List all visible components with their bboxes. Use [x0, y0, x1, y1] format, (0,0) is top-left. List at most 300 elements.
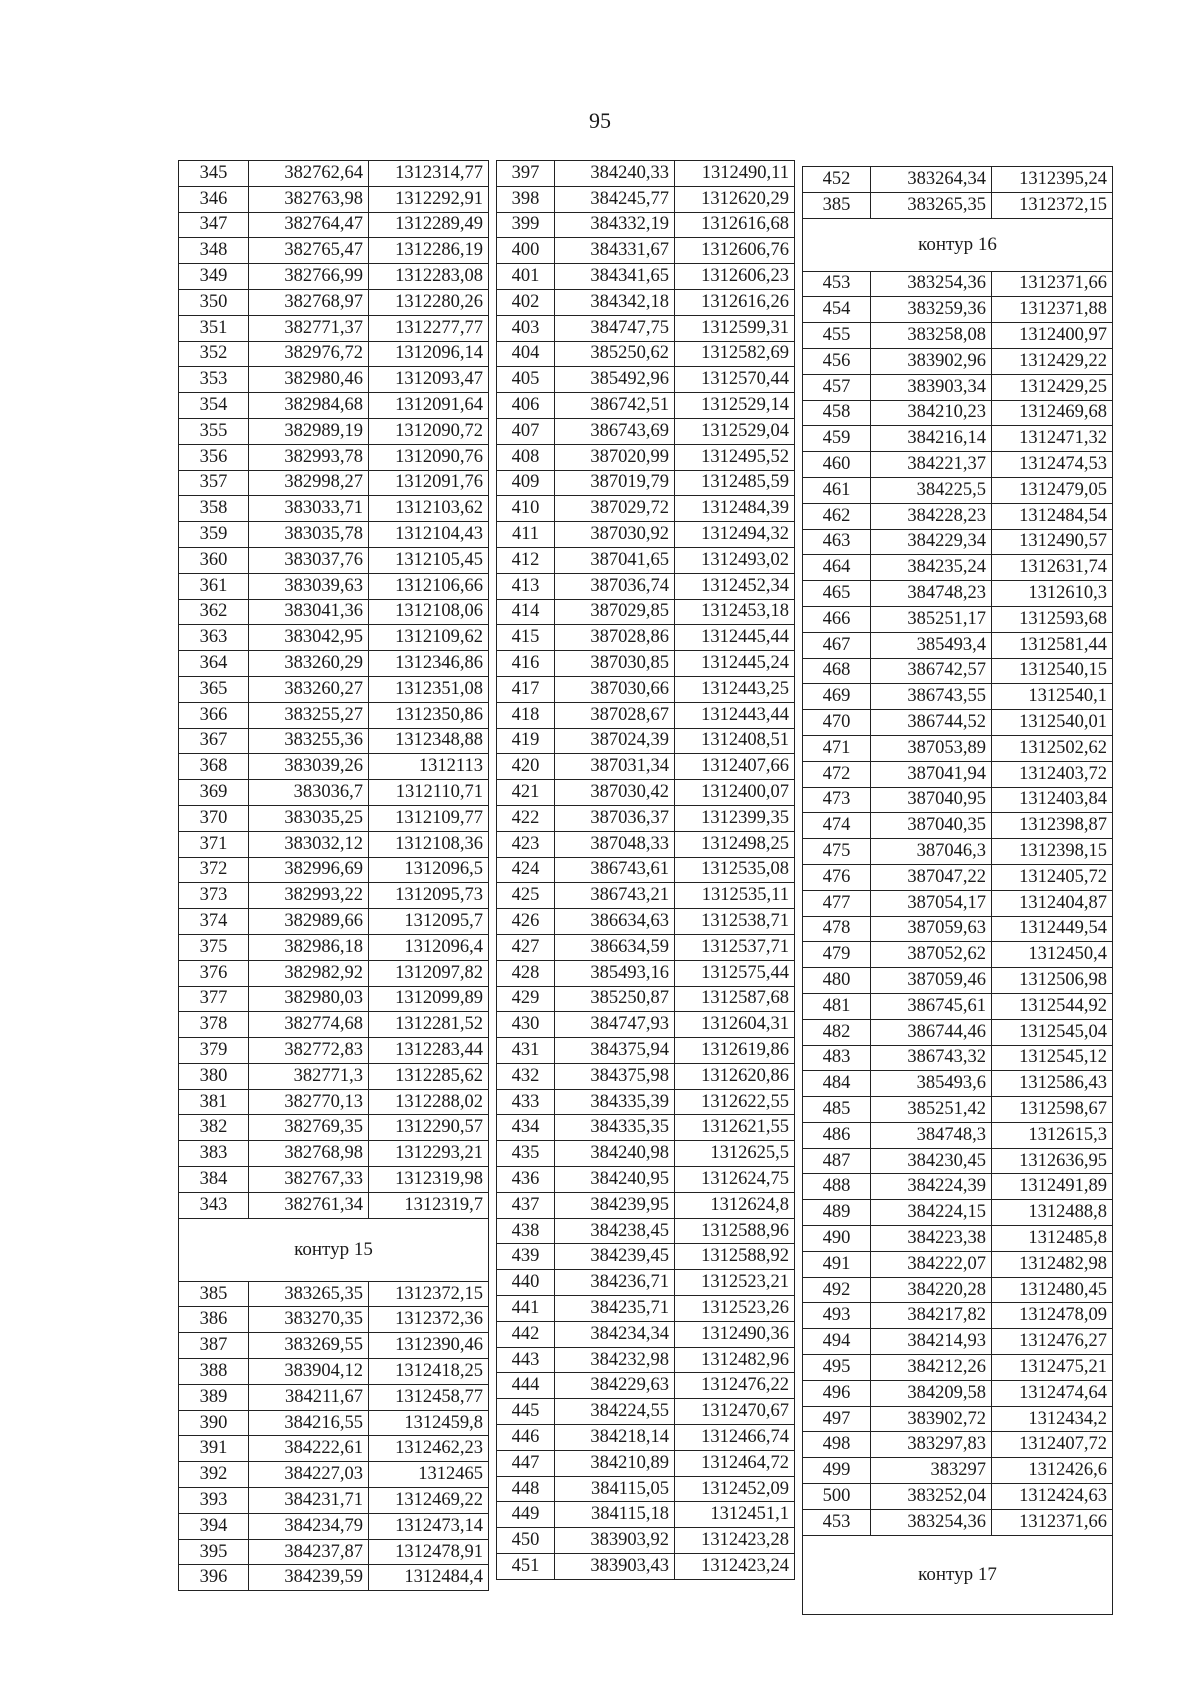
- point-number: 374: [179, 909, 249, 935]
- point-number: 490: [803, 1226, 871, 1252]
- coordinate-x: 384209,58: [871, 1380, 992, 1406]
- coordinate-y: 1312620,29: [675, 186, 795, 212]
- table-row: [497, 1038, 795, 1064]
- coordinate-x: 384234,34: [555, 1321, 675, 1347]
- contour-heading-row: [803, 218, 1113, 271]
- table-row: [803, 968, 1113, 994]
- contour-heading: контур 17: [803, 1535, 1113, 1614]
- point-number: 343: [179, 1192, 249, 1218]
- coordinate-y: 1312471,32: [992, 426, 1113, 452]
- coordinate-x: 382774,68: [249, 1012, 369, 1038]
- coordinate-x: 384236,71: [555, 1270, 675, 1296]
- coordinate-y: 1312606,76: [675, 238, 795, 264]
- coordinate-x: 382764,47: [249, 212, 369, 238]
- point-number: 494: [803, 1329, 871, 1355]
- coordinate-y: 1312450,4: [992, 942, 1113, 968]
- coordinate-x: 382769,35: [249, 1115, 369, 1141]
- coordinates-table: [496, 160, 795, 1580]
- coordinate-y: 1312459,8: [369, 1410, 489, 1436]
- coordinate-x: 384747,93: [555, 1012, 675, 1038]
- table-row: [497, 780, 795, 806]
- coordinate-y: 1312474,64: [992, 1380, 1113, 1406]
- coordinate-y: 1312484,39: [675, 496, 795, 522]
- table-row: [803, 813, 1113, 839]
- table-row: [803, 916, 1113, 942]
- point-number: 399: [497, 212, 555, 238]
- table-row: [803, 839, 1113, 865]
- point-number: 384: [179, 1167, 249, 1193]
- coordinate-x: 383270,35: [249, 1307, 369, 1333]
- coordinate-y: 1312090,72: [369, 418, 489, 444]
- point-number: 420: [497, 754, 555, 780]
- coordinate-x: 383265,35: [249, 1281, 369, 1307]
- coordinate-y: 1312493,02: [675, 547, 795, 573]
- coordinate-x: 382976,72: [249, 341, 369, 367]
- coordinate-x: 385251,17: [871, 606, 992, 632]
- coordinate-x: 384229,63: [555, 1373, 675, 1399]
- point-number: 412: [497, 547, 555, 573]
- point-number: 425: [497, 883, 555, 909]
- coordinate-y: 1312529,14: [675, 393, 795, 419]
- table-row: [803, 348, 1113, 374]
- table-row: [497, 1063, 795, 1089]
- coordinate-x: 382762,64: [249, 161, 369, 187]
- coordinate-x: 382772,83: [249, 1038, 369, 1064]
- coordinate-y: 1312314,77: [369, 161, 489, 187]
- table-row: [803, 1045, 1113, 1071]
- table-row: [179, 1333, 489, 1359]
- table-row: [179, 1488, 489, 1514]
- table-row: [497, 1347, 795, 1373]
- point-number: 349: [179, 264, 249, 290]
- table-row: [179, 1167, 489, 1193]
- coordinate-x: 383039,26: [249, 754, 369, 780]
- coordinate-x: 386744,46: [871, 1019, 992, 1045]
- table-row: [179, 1115, 489, 1141]
- table-row: [179, 1141, 489, 1167]
- point-number: 427: [497, 934, 555, 960]
- coordinate-x: 382998,27: [249, 470, 369, 496]
- point-number: 464: [803, 555, 871, 581]
- coordinate-x: 386743,61: [555, 857, 675, 883]
- table-row: [497, 960, 795, 986]
- point-number: 500: [803, 1484, 871, 1510]
- coordinate-y: 1312469,68: [992, 400, 1113, 426]
- point-number: 466: [803, 606, 871, 632]
- coordinate-x: 386634,63: [555, 909, 675, 935]
- coordinate-y: 1312371,88: [992, 297, 1113, 323]
- coordinate-y: 1312498,25: [675, 831, 795, 857]
- coordinate-x: 384235,24: [871, 555, 992, 581]
- table-row: [179, 934, 489, 960]
- table-row: [179, 1089, 489, 1115]
- coordinate-y: 1312474,53: [992, 452, 1113, 478]
- coordinate-y: 1312096,4: [369, 934, 489, 960]
- table-row: [179, 186, 489, 212]
- point-number: 403: [497, 315, 555, 341]
- coordinate-x: 387028,86: [555, 625, 675, 651]
- point-number: 416: [497, 651, 555, 677]
- table-row: [803, 452, 1113, 478]
- coordinate-x: 383269,55: [249, 1333, 369, 1359]
- table-row: [803, 1406, 1113, 1432]
- point-number: 461: [803, 477, 871, 503]
- point-number: 364: [179, 651, 249, 677]
- table-row: [803, 1122, 1113, 1148]
- table-row: [179, 470, 489, 496]
- coordinate-x: 384748,3: [871, 1122, 992, 1148]
- coordinate-x: 384229,34: [871, 529, 992, 555]
- table-row: [497, 1244, 795, 1270]
- table-row: [803, 529, 1113, 555]
- table-row: [497, 444, 795, 470]
- coordinate-y: 1312540,01: [992, 710, 1113, 736]
- point-number: 355: [179, 418, 249, 444]
- coordinate-y: 1312096,5: [369, 857, 489, 883]
- coordinate-x: 382771,37: [249, 315, 369, 341]
- table-row: [803, 1458, 1113, 1484]
- coordinate-x: 387031,34: [555, 754, 675, 780]
- table-row: [179, 1012, 489, 1038]
- coordinate-y: 1312631,74: [992, 555, 1113, 581]
- table-row: [179, 1436, 489, 1462]
- point-number: 380: [179, 1063, 249, 1089]
- table-row: [803, 1303, 1113, 1329]
- coordinate-x: 387024,39: [555, 728, 675, 754]
- coordinate-y: 1312404,87: [992, 890, 1113, 916]
- coordinate-x: 384235,71: [555, 1296, 675, 1322]
- table-row: [497, 238, 795, 264]
- point-number: 442: [497, 1321, 555, 1347]
- coordinate-y: 1312418,25: [369, 1359, 489, 1385]
- point-number: 404: [497, 341, 555, 367]
- coordinate-x: 387047,22: [871, 864, 992, 890]
- table-row: [497, 212, 795, 238]
- coordinate-y: 1312598,67: [992, 1097, 1113, 1123]
- point-number: 424: [497, 857, 555, 883]
- coordinate-y: 1312400,07: [675, 780, 795, 806]
- point-number: 481: [803, 993, 871, 1019]
- table-row: [803, 400, 1113, 426]
- table-row: [803, 1509, 1113, 1535]
- point-number: 480: [803, 968, 871, 994]
- coordinate-x: 387019,79: [555, 470, 675, 496]
- coordinate-y: 1312490,57: [992, 529, 1113, 555]
- coordinate-x: 383036,7: [249, 780, 369, 806]
- table-row: [497, 186, 795, 212]
- point-number: 401: [497, 264, 555, 290]
- point-number: 373: [179, 883, 249, 909]
- coordinate-x: 384216,14: [871, 426, 992, 452]
- coordinate-x: 383035,78: [249, 522, 369, 548]
- coordinate-y: 1312095,73: [369, 883, 489, 909]
- coordinate-x: 387036,37: [555, 805, 675, 831]
- point-number: 361: [179, 573, 249, 599]
- point-number: 402: [497, 289, 555, 315]
- table-row: [803, 1019, 1113, 1045]
- coordinate-y: 1312624,75: [675, 1167, 795, 1193]
- point-number: 359: [179, 522, 249, 548]
- coordinate-x: 382993,78: [249, 444, 369, 470]
- coordinate-y: 1312470,67: [675, 1399, 795, 1425]
- point-number: 367: [179, 728, 249, 754]
- coordinate-x: 384224,15: [871, 1200, 992, 1226]
- coordinate-y: 1312429,22: [992, 348, 1113, 374]
- table-row: [803, 1148, 1113, 1174]
- point-number: 353: [179, 367, 249, 393]
- point-number: 486: [803, 1122, 871, 1148]
- coordinate-x: 384212,26: [871, 1355, 992, 1381]
- coordinate-y: 1312469,22: [369, 1488, 489, 1514]
- coordinates-table: [802, 166, 1113, 1615]
- coordinate-x: 386744,52: [871, 710, 992, 736]
- table-row: [497, 418, 795, 444]
- coordinate-y: 1312476,27: [992, 1329, 1113, 1355]
- point-number: 388: [179, 1359, 249, 1385]
- point-number: 383: [179, 1141, 249, 1167]
- point-number: 492: [803, 1277, 871, 1303]
- table-row: [497, 470, 795, 496]
- table-row: [803, 374, 1113, 400]
- coordinate-x: 383260,29: [249, 651, 369, 677]
- coordinate-x: 384222,07: [871, 1251, 992, 1277]
- table-row: [803, 684, 1113, 710]
- point-number: 400: [497, 238, 555, 264]
- point-number: 491: [803, 1251, 871, 1277]
- coordinate-y: 1312490,11: [675, 161, 795, 187]
- coordinate-x: 384240,95: [555, 1167, 675, 1193]
- table-row: [497, 599, 795, 625]
- point-number: 458: [803, 400, 871, 426]
- table-row: [803, 787, 1113, 813]
- table-row: [497, 496, 795, 522]
- coordinate-x: 387028,67: [555, 702, 675, 728]
- coordinate-x: 384224,55: [555, 1399, 675, 1425]
- coordinate-y: 1312104,43: [369, 522, 489, 548]
- coordinate-x: 382761,34: [249, 1192, 369, 1218]
- coordinate-y: 1312484,54: [992, 503, 1113, 529]
- coordinate-y: 1312286,19: [369, 238, 489, 264]
- coordinate-y: 1312599,31: [675, 315, 795, 341]
- coordinate-x: 384211,67: [249, 1384, 369, 1410]
- table-row: [803, 1226, 1113, 1252]
- point-number: 351: [179, 315, 249, 341]
- coordinate-y: 1312403,72: [992, 761, 1113, 787]
- coordinate-y: 1312445,44: [675, 625, 795, 651]
- coordinate-x: 384230,45: [871, 1148, 992, 1174]
- coordinate-y: 1312283,08: [369, 264, 489, 290]
- coordinate-y: 1312113: [369, 754, 489, 780]
- coordinate-y: 1312502,62: [992, 735, 1113, 761]
- table-row: [497, 805, 795, 831]
- coordinate-x: 387020,99: [555, 444, 675, 470]
- point-number: 465: [803, 581, 871, 607]
- point-number: 409: [497, 470, 555, 496]
- coordinate-x: 387052,62: [871, 942, 992, 968]
- point-number: 459: [803, 426, 871, 452]
- coordinate-x: 384342,18: [555, 289, 675, 315]
- coordinate-y: 1312538,71: [675, 909, 795, 935]
- coordinate-x: 387040,35: [871, 813, 992, 839]
- coordinate-x: 383041,36: [249, 599, 369, 625]
- point-number: 392: [179, 1462, 249, 1488]
- coordinate-y: 1312540,15: [992, 658, 1113, 684]
- point-number: 441: [497, 1296, 555, 1322]
- point-number: 395: [179, 1539, 249, 1565]
- coordinate-y: 1312097,82: [369, 960, 489, 986]
- table-row: [179, 315, 489, 341]
- point-number: 448: [497, 1476, 555, 1502]
- point-number: 489: [803, 1200, 871, 1226]
- table-row: [497, 1321, 795, 1347]
- coordinate-y: 1312285,62: [369, 1063, 489, 1089]
- table-row: [497, 547, 795, 573]
- point-number: 421: [497, 780, 555, 806]
- coordinate-y: 1312494,32: [675, 522, 795, 548]
- table-row: [803, 1380, 1113, 1406]
- coordinate-y: 1312099,89: [369, 986, 489, 1012]
- table-row: [497, 986, 795, 1012]
- table-row: [179, 651, 489, 677]
- coordinate-y: 1312484,4: [369, 1565, 489, 1591]
- table-row: [497, 728, 795, 754]
- table-row: [803, 658, 1113, 684]
- point-number: 456: [803, 348, 871, 374]
- coordinate-x: 387041,65: [555, 547, 675, 573]
- coordinate-y: 1312545,04: [992, 1019, 1113, 1045]
- point-number: 428: [497, 960, 555, 986]
- point-number: 370: [179, 805, 249, 831]
- table-row: [179, 1038, 489, 1064]
- point-number: 435: [497, 1141, 555, 1167]
- table-row: [179, 444, 489, 470]
- table-row: [497, 161, 795, 187]
- coordinate-x: 384221,37: [871, 452, 992, 478]
- table-row: [803, 1484, 1113, 1510]
- contour-heading-row: [179, 1218, 489, 1281]
- point-number: 439: [497, 1244, 555, 1270]
- table-row: [179, 1513, 489, 1539]
- point-number: 488: [803, 1174, 871, 1200]
- coordinate-x: 383265,35: [871, 192, 992, 218]
- table-row: [179, 496, 489, 522]
- coordinate-y: 1312545,12: [992, 1045, 1113, 1071]
- table-row: [179, 960, 489, 986]
- coordinate-y: 1312399,35: [675, 805, 795, 831]
- table-row: [497, 1373, 795, 1399]
- coordinate-x: 387030,85: [555, 651, 675, 677]
- point-number: 440: [497, 1270, 555, 1296]
- coordinate-x: 386743,69: [555, 418, 675, 444]
- table-row: [497, 883, 795, 909]
- coordinate-x: 386634,59: [555, 934, 675, 960]
- coordinate-x: 382989,66: [249, 909, 369, 935]
- coordinate-x: 383254,36: [871, 271, 992, 297]
- coordinate-x: 387053,89: [871, 735, 992, 761]
- table-row: [497, 754, 795, 780]
- coordinate-y: 1312289,49: [369, 212, 489, 238]
- table-row: [497, 934, 795, 960]
- point-number: 352: [179, 341, 249, 367]
- point-number: 386: [179, 1307, 249, 1333]
- coordinate-x: 382980,03: [249, 986, 369, 1012]
- table-row: [179, 1384, 489, 1410]
- point-number: 366: [179, 702, 249, 728]
- coordinate-x: 387059,46: [871, 968, 992, 994]
- coordinate-x: 386745,61: [871, 993, 992, 1019]
- coordinates-table-column-2: [496, 160, 794, 1580]
- point-number: 357: [179, 470, 249, 496]
- coordinate-y: 1312621,55: [675, 1115, 795, 1141]
- coordinate-y: 1312465: [369, 1462, 489, 1488]
- coordinate-y: 1312482,98: [992, 1251, 1113, 1277]
- table-row: [179, 1462, 489, 1488]
- table-row: [803, 632, 1113, 658]
- coordinate-x: 387036,74: [555, 573, 675, 599]
- coordinate-y: 1312283,44: [369, 1038, 489, 1064]
- point-number: 360: [179, 547, 249, 573]
- coordinate-y: 1312625,5: [675, 1141, 795, 1167]
- coordinate-y: 1312482,96: [675, 1347, 795, 1373]
- coordinate-y: 1312506,98: [992, 968, 1113, 994]
- table-row: [803, 993, 1113, 1019]
- coordinates-table-column-1: [178, 160, 488, 1591]
- coordinate-y: 1312407,66: [675, 754, 795, 780]
- coordinate-y: 1312408,51: [675, 728, 795, 754]
- coordinate-x: 385493,6: [871, 1071, 992, 1097]
- coordinate-x: 386743,32: [871, 1045, 992, 1071]
- point-number: 478: [803, 916, 871, 942]
- coordinate-y: 1312319,98: [369, 1167, 489, 1193]
- coordinate-x: 384245,77: [555, 186, 675, 212]
- point-number: 487: [803, 1148, 871, 1174]
- coordinate-y: 1312371,66: [992, 271, 1113, 297]
- point-number: 434: [497, 1115, 555, 1141]
- table-row: [497, 1450, 795, 1476]
- table-row: [497, 289, 795, 315]
- point-number: 451: [497, 1554, 555, 1580]
- point-number: 369: [179, 780, 249, 806]
- coordinate-y: 1312535,11: [675, 883, 795, 909]
- coordinate-x: 383297,83: [871, 1432, 992, 1458]
- coordinate-x: 384332,19: [555, 212, 675, 238]
- point-number: 418: [497, 702, 555, 728]
- table-row: [803, 864, 1113, 890]
- coordinate-x: 383255,36: [249, 728, 369, 754]
- coordinate-x: 387046,3: [871, 839, 992, 865]
- coordinate-x: 383037,76: [249, 547, 369, 573]
- point-number: 473: [803, 787, 871, 813]
- coordinate-y: 1312423,28: [675, 1528, 795, 1554]
- point-number: 431: [497, 1038, 555, 1064]
- point-number: 345: [179, 161, 249, 187]
- table-row: [497, 1141, 795, 1167]
- coordinate-x: 383033,71: [249, 496, 369, 522]
- point-number: 470: [803, 710, 871, 736]
- coordinate-x: 384238,45: [555, 1218, 675, 1244]
- coordinate-x: 385493,16: [555, 960, 675, 986]
- point-number: 452: [803, 167, 871, 193]
- table-row: [803, 581, 1113, 607]
- coordinate-x: 383902,96: [871, 348, 992, 374]
- coordinate-y: 1312110,71: [369, 780, 489, 806]
- coordinate-y: 1312371,66: [992, 1509, 1113, 1535]
- table-row: [179, 212, 489, 238]
- table-row: [179, 238, 489, 264]
- table-row: [179, 702, 489, 728]
- table-row: [497, 341, 795, 367]
- point-number: 493: [803, 1303, 871, 1329]
